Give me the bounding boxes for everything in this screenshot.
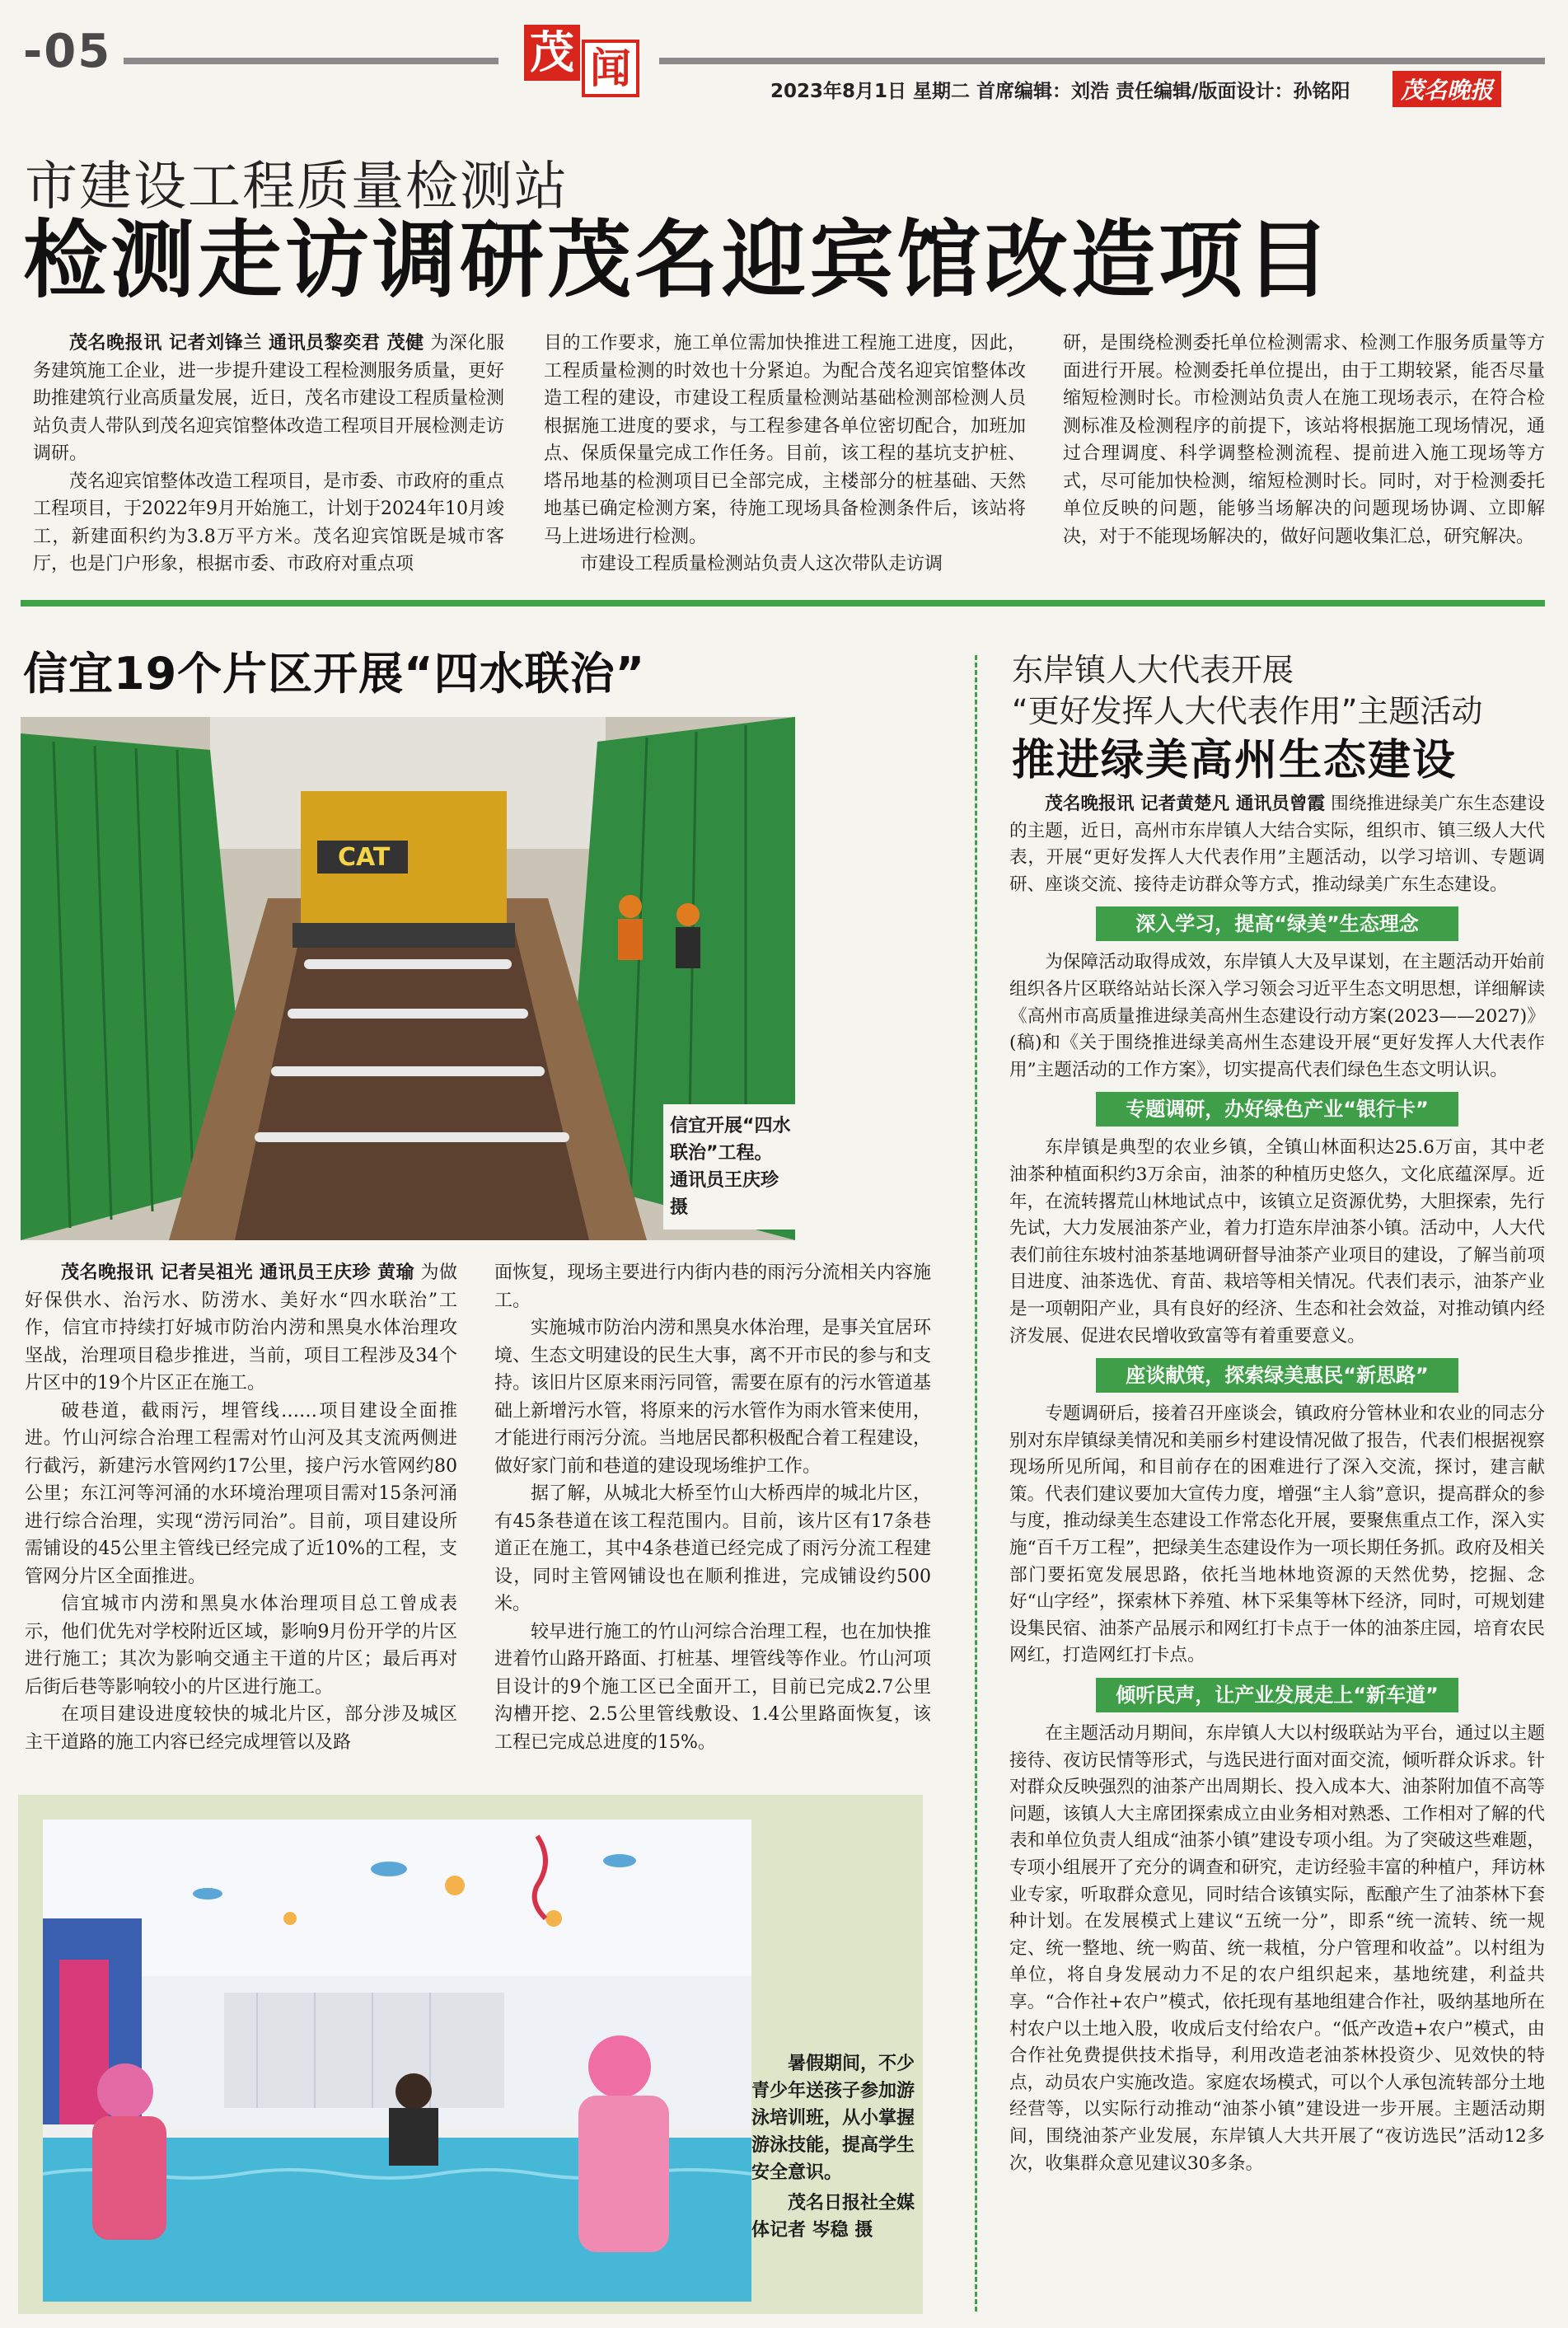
header-rule-left bbox=[124, 58, 498, 64]
article2-col2-p4: 较早进行施工的竹山河综合治理工程，也在加快推进着竹山路开路面、打桩基、埋管线等作业。竹山河项目设计的9个施工区已全面开工，目前已完成2.7公里沟槽开挖、2.5公里管线敷设、1.4公里路面恢复，该工程已完成总进度的15%。 bbox=[494, 1621, 931, 1753]
construction-credit: 通讯员王庆珍 摄 bbox=[670, 1170, 779, 1218]
section-char-mao: 茂 bbox=[524, 25, 580, 81]
article2-col1-p4: 在项目建设进度较快的城北片区，部分涉及城区主干道路的施工内容已经完成埋管以及路 bbox=[25, 1704, 457, 1753]
article1-col1 bbox=[33, 330, 504, 585]
newspaper-logo: 茂名晚报 bbox=[1392, 71, 1501, 107]
swim-illustration bbox=[43, 1820, 751, 2302]
article1-col1-p1: 为深化服务建筑施工企业，进一步提升建设工程检测服务质量，更好助推建筑行业高质量发展，近日，茂名市建设工程质量检测站负责人带队到茂名迎宾馆整体改造工程项目开展检测走访调研。 bbox=[33, 333, 504, 464]
article2-col1 bbox=[25, 1259, 457, 1795]
article1-col2 bbox=[544, 330, 1026, 585]
article3-subhead-3: 座谈献策，探索绿美惠民“新思路” bbox=[1096, 1358, 1458, 1393]
article2-col2-p1: 面恢复，现场主要进行内街内巷的雨污分流相关内容施工。 bbox=[494, 1262, 931, 1311]
article2-col1-p1: 为做好保供水、治污水、防涝水、美好水“四水联治”工作，信宜市持续打好城市防治内涝和黑臭水体治理攻坚战，治理项目稳步推进，当前，项目工程涉及34个片区中的19个片区正在施工。 bbox=[25, 1262, 457, 1394]
article2-byline: 茂名晚报讯 记者吴祖光 通讯员王庆珍 黄瑜 bbox=[61, 1262, 415, 1283]
column-separator bbox=[975, 655, 977, 2312]
article1-kicker: 市建设工程质量检测站 bbox=[25, 157, 569, 218]
header-rule-right bbox=[659, 58, 1545, 64]
article1-col3 bbox=[1063, 330, 1545, 585]
article3-p3: 专题调研后，接着召开座谈会，镇政府分管林业和农业的同志分别对东岸镇绿美情况和美丽乡村建设情况做了报告，代表们根据视察现场所见所闻，和目前存在的困难进行了深入交流，探讨，建言献策。代表们建议要加大宣传力度，增强“主人翁”意识，提高群众的参与度，推动绿美生态建设工作常态化开展，要聚焦重点工作，深入实施“百千万工程”，把绿美生态建设作为一项长期任务抓。政府及相关部门要拓宽发展思路，依托当地林地资源的天然优势，挖掘、念好“山字经”，探索林下养殖、林下采集等林下经济，同时，可规划建设集民宿、油茶产品展示和网红打卡点于一体的油茶庄园，培育农民网红，打造网红打卡点。 bbox=[1009, 1403, 1545, 1666]
swim-caption: 暑假期间，不少青少年送孩子参加游泳培训班，从小掌握游泳技能，提高学生安全意识。 bbox=[751, 2054, 915, 2183]
page-number: -05 bbox=[23, 25, 112, 78]
article2-col2-p3: 据了解，从城北大桥至竹山大桥西岸的城北片区，有45条巷道在该工程范围内。目前，该片区有17条巷道正在施工，其中4条巷道已经完成了雨污分流工程建设，同时主管网铺设也在顺利推进，完成铺设约500米。 bbox=[494, 1483, 931, 1614]
article3-subhead-2: 专题调研，办好绿色产业“银行卡” bbox=[1096, 1092, 1458, 1127]
section-divider bbox=[21, 600, 1545, 607]
article3-lead: 围绕推进绿美广东生态建设的主题，近日，高州市东岸镇人大结合实际，组织市、镇三级人大代表，开展“更好发挥人大代表作用”主题活动，以学习培训、专题调研、座谈交流、接待走访群众等方式，推动绿美广东生态建设。 bbox=[1009, 794, 1545, 895]
section-char-wen: 闻 bbox=[582, 40, 639, 97]
swim-caption-box bbox=[751, 2050, 915, 2244]
article2-col2 bbox=[494, 1259, 931, 1795]
article2-col1-p3: 信宜城市内涝和黑臭水体治理项目总工曾成表示，他们优先对学校附近区域，影响9月份开学的片区进行施工；其次为影响交通主干道的片区；最后再对后街后巷等影响较小的片区进行施工。 bbox=[25, 1594, 457, 1698]
construction-photo bbox=[21, 717, 795, 1240]
article3-p2: 东岸镇是典型的农业乡镇，全镇山林面积达25.6万亩，其中老油茶种植面积约3万余亩，油茶的种植历史悠久，文化底蕴深厚。近年，在流转撂荒山林地试点中，该镇立足资源优势，大胆探索，先行先试，大力发展油茶产业，着力打造东岸油茶小镇。活动中，人大代表们前往东坡村油茶基地调研督导油茶产业项目的建设，了解当前项目进度、油茶选优、育苗、栽培等相关情况。代表们表示，油茶产业是一项朝阳产业，具有良好的经济、生态和社会效益，对推动镇内经济发展、促进农民增收致富等有着重要意义。 bbox=[1009, 1137, 1545, 1347]
svg-text:CAT: CAT bbox=[338, 843, 391, 872]
article3-body bbox=[1009, 791, 1545, 2316]
article3-p4: 在主题活动月期间，东岸镇人大以村级联站为平台，通过以主题接待、夜访民情等形式，与选民进行面对面交流，倾听群众诉求。针对群众反映强烈的油茶产出周期长、投入成本大、油茶附加值不高等问题，该镇人大主席团探索成立由业务相对熟悉、工作相对了解的代表和单位负责人组成“油茶小镇”建设专项小组。为了突破这些难题，专项小组展开了充分的调查和研究，走访经验丰富的种植户，拜访林业专家，听取群众意见，同时结合该镇实际，酝酿产生了油茶林下套种计划。在发展模式上建议“五统一分”，即系“统一流转、统一规定、统一整地、统一购苗、统一栽植，分户管理和收益”。以村组为单位，将自身发展动力不足的农户组织起来，基地统建，利益共享。“合作社+农户”模式，依托现有基地组建合作社，吸纳基地所在村农户以土地入股，收成后支付给农户。“低产改造+农户”模式，由合作社免费提供技术指导，利用改造老油茶林投资少、见效快的特点，动员农户实施改造。家庭农场模式，可以个人承包流转部分土地经营等，以实际行动推动“油茶小镇”建设进一步开展。主题活动期间，围绕油茶产业发展，东岸镇人大共开展了“夜访选民”活动12多次，收集群众意见建议30多条。 bbox=[1009, 1723, 1545, 2174]
article1-col1-p2: 茂名迎宾馆整体改造工程项目，是市委、市政府的重点工程项目，于2022年9月开始施工，计划于2024年10月竣工，新建面积约为3.8万平方米。茂名迎宾馆既是城市客厅，也是门户形象，根据市委、市政府对重点项 bbox=[33, 471, 504, 574]
article3-kicker1: 东岸镇人大代表开展 bbox=[1012, 652, 1294, 688]
article1-col3-p1: 研，是围绕检测委托单位检测需求、检测工作服务质量等方面进行开展。检测委托单位提出，由于工期较紧，能否尽量缩短检测时长。市检测站负责人在施工现场表示，在符合检测标准及检测程序的前提下，该站将根据施工现场情况，通过合理调度、科学调整检测流程、提前进入施工现场等方式，尽可能加快检测，缩短检测时长。同时，对于检测委托单位反映的问题，能够当场解决的问题现场协调、立即解决，对于不能现场解决的，做好问题收集汇总，研究解决。 bbox=[1063, 333, 1545, 547]
swim-photo-frame bbox=[18, 1795, 923, 2314]
article3-byline: 茂名晚报讯 记者黄楚凡 通讯员曾霞 bbox=[1045, 794, 1326, 814]
article1-byline: 茂名晚报讯 记者刘锋兰 通讯员黎奕君 茂健 bbox=[69, 333, 424, 354]
article1-headline: 检测走访调研茂名迎宾馆改造项目 bbox=[23, 212, 1333, 310]
construction-caption: 信宜开展“四水联治”工程。 bbox=[670, 1116, 791, 1164]
article3-headline: 推进绿美高州生态建设 bbox=[1012, 736, 1458, 785]
article2-col1-p2: 破巷道，截雨污，埋管线……项目建设全面推进。竹山河综合治理工程需对竹山河及其支流两侧进行截污，新建污水管网约17公里，接户污水管网约80公里；东江河等河涌的水环境治理项目需对15条河涌进行综合治理，实现“涝污同治”。目前，项目建设所需铺设的45公里主管线已经完成了近10%的工程，支管网分片区全面推进。 bbox=[25, 1400, 457, 1587]
article3-kicker2: “更好发挥人大代表作用”主题活动 bbox=[1012, 693, 1483, 729]
swim-credit: 茂名日报社全媒体记者 岑稳 摄 bbox=[751, 2193, 915, 2241]
date-line: 2023年8月1日 星期二 首席编辑：刘浩 责任编辑/版面设计：孙铭阳 bbox=[770, 81, 1350, 102]
article3-p1: 为保障活动取得成效，东岸镇人大及早谋划，在主题活动开始前组织各片区联络站站长深入学习领会习近平生态文明思想，详细解读《高州市高质量推进绿美高州生态建设行动方案(2023——2027)》(稿)和《关于围绕推进绿美高州生态建设开展“更好发挥人大代表作用”主题活动的工作方案》，切实提高代表们绿色生态文明认识。 bbox=[1009, 952, 1545, 1080]
article2-col2-p2: 实施城市防治内涝和黑臭水体治理，是事关宜居环境、生态文明建设的民生大事，离不开市民的参与和支持。该旧片区原来雨污同管，需要在原有的污水管道基础上新增污水管，将原来的污水管作为雨水管来使用，才能进行雨污分流。当地居民都积极配合着工程建设，做好家门前和巷道的建设现场维护工作。 bbox=[494, 1318, 931, 1477]
article1-col2-p1: 目的工作要求，施工单位需加快推进工程施工进度，因此，工程质量检测的时效也十分紧迫。为配合茂名迎宾馆整体改造工程的建设，市建设工程质量检测站基础检测部检测人员根据施工进度的要求，与工程参建各单位密切配合，加班加点、保质保量完成工作任务。目前，该工程的基坑支护桩、塔吊地基的检测项目已全部完成，主楼部分的桩基础、天然地基已确定检测方案，待施工现场具备检测条件后，该站将马上进场进行检测。 bbox=[544, 333, 1026, 547]
construction-caption-box bbox=[663, 1104, 795, 1230]
article1-col2-p2: 市建设工程质量检测站负责人这次带队走访调 bbox=[580, 554, 943, 574]
article3-subhead-1: 深入学习，提高“绿美”生态理念 bbox=[1096, 906, 1458, 941]
article2-headline: 信宜19个片区开展“四水联治” bbox=[23, 648, 646, 700]
article3-subhead-4: 倾听民声，让产业发展走上“新车道” bbox=[1096, 1678, 1458, 1712]
section-badge bbox=[517, 25, 641, 104]
